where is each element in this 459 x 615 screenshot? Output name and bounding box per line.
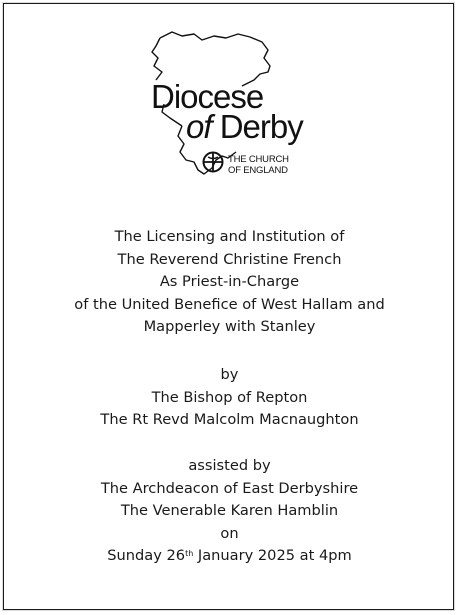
date-line [4, 545, 455, 568]
text-line: The Venerable Karen Hamblin [120, 502, 339, 520]
text-line: Mapperley with Stanley [143, 318, 316, 336]
text-line: The Licensing and Institution of [114, 228, 345, 245]
text-line: by [220, 366, 239, 383]
archdeacon-block [4, 455, 455, 568]
church-of-england-text [228, 154, 289, 176]
church-of-england-icon [202, 151, 224, 173]
date-prefix: Sunday 26 [107, 547, 186, 565]
text-line: of the United Benefice of West Hallam and [74, 295, 385, 313]
church-of-england-mark [202, 151, 322, 181]
date-rest: January 2025 at 4pm [193, 547, 352, 565]
text-line: The Reverend Christine French [117, 250, 342, 268]
text-line: The Archdeacon of East Derbyshire [100, 479, 359, 497]
text-line: The Bishop of Repton [151, 388, 308, 406]
logo-diocese-text: Diocese [151, 78, 264, 115]
coe-line2: OF ENGLAND [228, 165, 288, 176]
text-line: assisted by [188, 457, 271, 474]
bishop-block [4, 364, 455, 432]
coe-line1: THE CHURCH [228, 154, 289, 165]
text-line: As Priest-in-Charge [159, 273, 300, 291]
diocese-logo [142, 28, 322, 188]
licensing-block [4, 226, 455, 339]
date-ordinal: th [185, 549, 194, 559]
text-line: The Rt Revd Malcolm Macnaughton [100, 411, 359, 429]
logo-of-word: of [186, 108, 212, 145]
text-line: on [220, 524, 239, 542]
invitation-card [3, 3, 454, 610]
logo-derby-word: Derby [219, 108, 303, 145]
logo-of-derby-text [186, 110, 303, 143]
